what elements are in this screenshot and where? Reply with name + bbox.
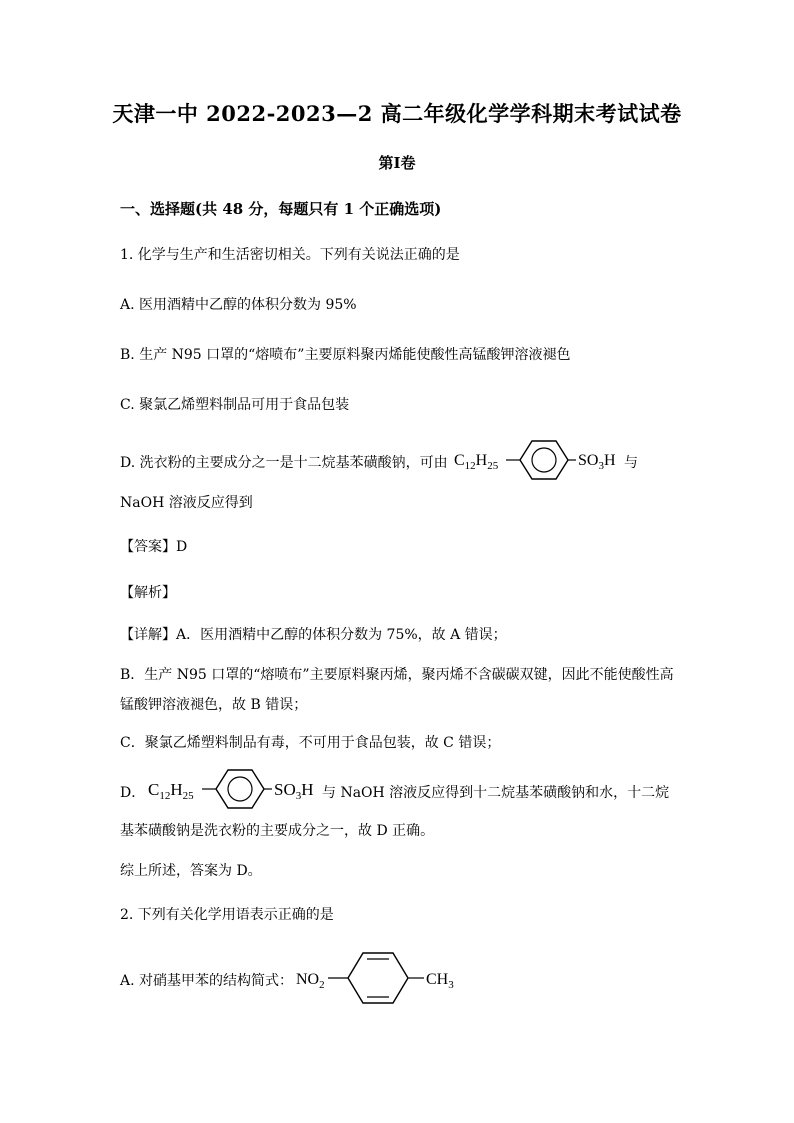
question-2-stem: 2. 下列有关化学用语表示正确的是 xyxy=(120,907,334,923)
answer-label: 【答案】D xyxy=(120,539,188,555)
q1-option-d-text: D. 洗衣粉的主要成分之一是十二烷基苯磺酸钠，可由 xyxy=(120,455,448,471)
document-title: 天津一中 2022-2023—2 高二年级化学学科期末考试试卷 xyxy=(112,101,682,126)
part-heading: 一、选择题(共 48 分，每题只有 1 个正确选项) xyxy=(120,200,442,218)
detail-b-line2: 锰酸钾溶液褪色，故 B 错误； xyxy=(120,697,308,713)
q1-option-c: C. 聚氯乙烯塑料制品可用于食品包装 xyxy=(120,397,350,413)
nitro-group-label: $NO_2$ xyxy=(296,971,325,991)
summary: 综上所述，答案为 D。 xyxy=(120,863,262,879)
q1-option-b: B. 生产 N95 口罩的“熔喷布”主要原料聚丙烯能使酸性高锰酸钾溶液褪色 xyxy=(120,347,571,363)
detail-d-prefix: D． xyxy=(120,785,146,801)
p-nitrotoluene-structure xyxy=(294,948,464,1006)
detail-sulfonic-acid-structure xyxy=(146,767,326,811)
formula-left-group: $C_{12}H_{25}$ xyxy=(148,780,194,802)
formula-right-group: $SO_3H$ xyxy=(578,452,616,472)
formula-left-group: $C_{12}H_{25}$ xyxy=(454,452,499,472)
benzene-ring-icon xyxy=(216,770,264,808)
benzene-ring-icon xyxy=(348,953,408,1003)
analysis-label: 【解析】 xyxy=(120,585,176,601)
q2-option-a-text: A. 对硝基甲苯的结构简式： xyxy=(120,973,294,989)
detail-d-cont: 基苯磺酸钠是洗衣粉的主要成分之一，故 D 正确。 xyxy=(120,823,435,839)
question-1-stem: 1. 化学与生产和生活密切相关。下列有关说法正确的是 xyxy=(120,247,460,263)
detail-b-line1: B．生产 N95 口罩的“熔喷布”主要原料聚丙烯，聚丙烯不含碳碳双键，因此不能使酸性高 xyxy=(120,667,674,683)
q1-option-a: A. 医用酒精中乙醇的体积分数为 95% xyxy=(120,297,357,313)
detail-c: C．聚氯乙烯塑料制品有毒，不可用于食品包装，故 C 错误； xyxy=(120,735,501,751)
methyl-group-label: $CH_3$ xyxy=(426,971,454,991)
q1-option-d-cont: NaOH 溶液反应得到 xyxy=(120,495,253,511)
section-label: 第I卷 xyxy=(378,154,416,172)
sulfonic-acid-structure xyxy=(452,438,620,482)
formula-right-group: $SO_3H$ xyxy=(274,780,314,802)
detail-a: 【详解】A．医用酒精中乙醇的体积分数为 75%，故 A 错误； xyxy=(120,627,507,643)
detail-d-text: 与 NaOH 溶液反应得到十二烷基苯磺酸钠和水，十二烷 xyxy=(322,785,670,801)
q1-option-d-and: 与 xyxy=(624,455,638,471)
benzene-ring-icon xyxy=(520,441,568,479)
